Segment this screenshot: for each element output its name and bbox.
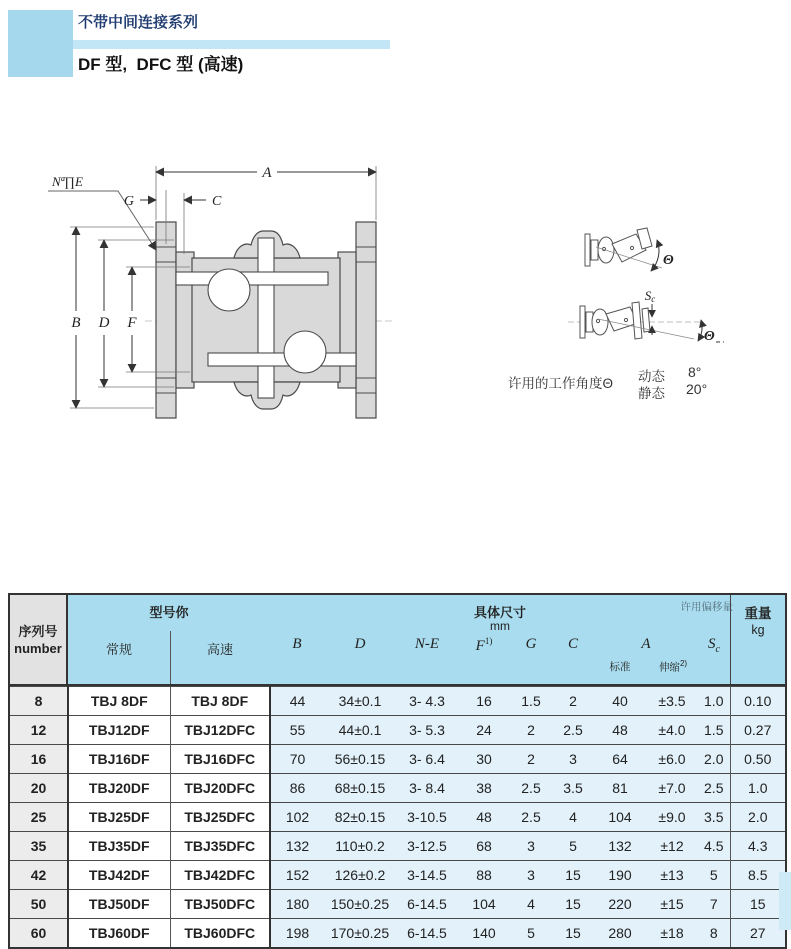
cell-high: TBJ60DFC <box>170 919 270 948</box>
cell-no: 50 <box>10 890 68 919</box>
cell-ne: 3- 4.3 <box>396 687 458 716</box>
cell-no: 16 <box>10 745 68 774</box>
dim-label-d: D <box>98 315 110 331</box>
seq-label-cn: 序列号 <box>18 623 58 639</box>
col-ne: N-E <box>414 636 440 652</box>
cell-no: 42 <box>10 861 68 890</box>
cell-b: 180 <box>270 890 324 919</box>
cell-ne: 6-14.5 <box>396 919 458 948</box>
cell-normal: TBJ20DF <box>68 774 170 803</box>
cell-f: 140 <box>458 919 510 948</box>
cell-a_ext: ±12 <box>646 832 698 861</box>
cell-normal: TBJ42DF <box>68 861 170 890</box>
cell-f: 48 <box>458 803 510 832</box>
lower-yoke-slot <box>208 353 356 366</box>
dynamic-angle-sketch <box>585 228 652 266</box>
static-angle-sketch <box>580 302 650 339</box>
weight-unit: kg <box>751 623 765 637</box>
cell-wt: 27 <box>730 919 785 948</box>
cell-sc: 8 <box>698 919 730 948</box>
cell-g: 2 <box>510 716 552 745</box>
cell-a_ext: ±9.0 <box>646 803 698 832</box>
coupling-section-drawing <box>20 148 470 453</box>
cell-d: 110±0.2 <box>324 832 396 861</box>
cell-d: 34±0.1 <box>324 687 396 716</box>
cell-d: 150±0.25 <box>324 890 396 919</box>
dim-label-b: B <box>71 315 81 331</box>
dim-label-c: C <box>212 194 222 209</box>
cell-b: 198 <box>270 919 324 948</box>
col-f: $F^{1)}$ <box>475 636 493 654</box>
cell-b: 86 <box>270 774 324 803</box>
cell-ne: 3-12.5 <box>396 832 458 861</box>
col-b: B <box>292 636 302 652</box>
cell-a_ext: ±15 <box>646 890 698 919</box>
cell-d: 68±0.15 <box>324 774 396 803</box>
cell-a_ext: ±3.5 <box>646 687 698 716</box>
upper-yoke-slot <box>176 272 328 285</box>
cell-a_std: 190 <box>594 861 646 890</box>
cell-f: 24 <box>458 716 510 745</box>
cell-high: TBJ42DFC <box>170 861 270 890</box>
cell-wt: 4.3 <box>730 832 785 861</box>
cell-g: 2 <box>510 745 552 774</box>
table-header <box>10 595 785 686</box>
table-body <box>10 687 785 948</box>
cell-d: 44±0.1 <box>324 716 396 745</box>
cell-sc: 5 <box>698 861 730 890</box>
table-row <box>10 716 785 745</box>
cell-f: 88 <box>458 861 510 890</box>
page-title: DF 型, DFC 型 (高速) <box>78 55 244 74</box>
center-shaft <box>258 238 274 398</box>
cell-normal: TBJ25DF <box>68 803 170 832</box>
weight-label-cn: 重量 <box>744 606 772 621</box>
cell-c: 2 <box>552 687 594 716</box>
dim-label-f: F <box>127 315 137 331</box>
dim-label-holes: Nª∏E <box>52 174 83 189</box>
cell-ne: 3-14.5 <box>396 861 458 890</box>
cell-wt: 0.10 <box>730 687 785 716</box>
cell-c: 2.5 <box>552 716 594 745</box>
cell-sc: 1.5 <box>698 716 730 745</box>
right-hub <box>338 252 356 388</box>
sc-label: Sc <box>644 288 656 304</box>
table-row <box>10 745 785 774</box>
cell-normal: TBJ12DF <box>68 716 170 745</box>
col-d: D <box>354 636 366 652</box>
cell-high: TBJ12DFC <box>170 716 270 745</box>
cell-g: 3 <box>510 832 552 861</box>
cell-sc: 1.0 <box>698 687 730 716</box>
cell-a_ext: ±7.0 <box>646 774 698 803</box>
cell-normal: TBJ50DF <box>68 890 170 919</box>
cell-wt: 15 <box>730 890 785 919</box>
cell-f: 104 <box>458 890 510 919</box>
cell-g: 1.5 <box>510 687 552 716</box>
left-flange <box>156 222 176 418</box>
cell-normal: TBJ35DF <box>68 832 170 861</box>
table-row <box>10 803 785 832</box>
cell-d: 82±0.15 <box>324 803 396 832</box>
col-header-seq <box>10 595 68 684</box>
cell-sc: 2.0 <box>698 745 730 774</box>
cell-high: TBJ25DFC <box>170 803 270 832</box>
model-divider <box>170 631 171 684</box>
cell-a_std: 104 <box>594 803 646 832</box>
table-row <box>10 774 785 803</box>
table-row <box>10 890 785 919</box>
cell-ne: 3- 6.4 <box>396 745 458 774</box>
table-row <box>10 861 785 890</box>
cell-b: 132 <box>270 832 324 861</box>
cell-wt: 0.50 <box>730 745 785 774</box>
cell-wt: 2.0 <box>730 803 785 832</box>
cell-a_ext: ±4.0 <box>646 716 698 745</box>
right-flange <box>356 222 376 418</box>
angle-dynamic-value: 8° <box>688 364 702 380</box>
cell-no: 8 <box>10 687 68 716</box>
cell-g: 3 <box>510 861 552 890</box>
cell-b: 152 <box>270 861 324 890</box>
cell-a_std: 132 <box>594 832 646 861</box>
angle-dynamic-label: 动态 <box>638 369 665 384</box>
angle-static-label: 静态 <box>638 386 665 401</box>
cell-high: TBJ16DFC <box>170 745 270 774</box>
angle-static-value: 20° <box>686 381 708 397</box>
cell-f: 38 <box>458 774 510 803</box>
col-header-high: 高速 <box>206 642 234 657</box>
cell-sc: 3.5 <box>698 803 730 832</box>
working-angle-diagrams <box>555 215 725 360</box>
header-accent-square <box>8 10 73 77</box>
cell-high: TBJ20DFC <box>170 774 270 803</box>
cell-sc: 4.5 <box>698 832 730 861</box>
spec-table-grid <box>10 686 785 947</box>
cell-sc: 7 <box>698 890 730 919</box>
col-header-weight <box>730 595 785 684</box>
cell-b: 55 <box>270 716 324 745</box>
cell-high: TBJ50DFC <box>170 890 270 919</box>
cell-a_std: 81 <box>594 774 646 803</box>
table-row <box>10 832 785 861</box>
cell-g: 5 <box>510 919 552 948</box>
table-row <box>10 687 785 716</box>
cell-no: 35 <box>10 832 68 861</box>
col-a-std: 标准 <box>609 661 631 673</box>
cell-ne: 3- 5.3 <box>396 716 458 745</box>
cell-a_std: 48 <box>594 716 646 745</box>
col-header-normal: 常规 <box>105 642 133 657</box>
col-a: A <box>641 636 651 652</box>
cell-normal: TBJ16DF <box>68 745 170 774</box>
cell-b: 44 <box>270 687 324 716</box>
cell-b: 70 <box>270 745 324 774</box>
cell-sc: 2.5 <box>698 774 730 803</box>
upper-ball <box>208 269 250 311</box>
cell-ne: 6-14.5 <box>396 890 458 919</box>
cell-no: 25 <box>10 803 68 832</box>
cell-c: 5 <box>552 832 594 861</box>
cell-f: 30 <box>458 745 510 774</box>
working-angle-note: 许用的工作角度Θ <box>508 376 614 391</box>
col-c: C <box>567 636 579 652</box>
cell-a_ext: ±18 <box>646 919 698 948</box>
cell-wt: 0.27 <box>730 716 785 745</box>
cell-c: 4 <box>552 803 594 832</box>
dim-label-g: G <box>123 194 134 209</box>
header-accent-band <box>38 40 390 49</box>
cell-c: 15 <box>552 861 594 890</box>
cell-normal: TBJ60DF <box>68 919 170 948</box>
cell-f: 16 <box>458 687 510 716</box>
cell-no: 20 <box>10 774 68 803</box>
cell-wt: 8.5 <box>730 861 785 890</box>
cell-c: 3 <box>552 745 594 774</box>
spec-table <box>8 593 787 949</box>
seq-label-en: number <box>14 640 62 656</box>
cell-a_std: 220 <box>594 890 646 919</box>
table-row <box>10 919 785 948</box>
col-group-offset: 许用偏移量 <box>680 601 733 613</box>
cell-wt: 1.0 <box>730 774 785 803</box>
theta-label-static: Θ <box>704 329 715 344</box>
col-g: G <box>525 636 537 652</box>
cell-g: 2.5 <box>510 774 552 803</box>
cell-d: 56±0.15 <box>324 745 396 774</box>
cell-d: 126±0.2 <box>324 861 396 890</box>
cell-ne: 3-10.5 <box>396 803 458 832</box>
col-group-dims: 具体尺寸 <box>473 605 527 620</box>
dim-label-a: A <box>262 165 272 181</box>
cell-a_ext: ±13 <box>646 861 698 890</box>
lower-ball <box>284 331 326 373</box>
cell-no: 12 <box>10 716 68 745</box>
cell-high: TBJ 8DF <box>170 687 270 716</box>
cell-ne: 3- 8.4 <box>396 774 458 803</box>
series-title: 不带中间连接系列 <box>78 14 199 31</box>
cell-g: 4 <box>510 890 552 919</box>
cell-a_ext: ±6.0 <box>646 745 698 774</box>
cell-a_std: 64 <box>594 745 646 774</box>
cell-a_std: 40 <box>594 687 646 716</box>
dims-unit: mm <box>490 619 510 633</box>
cell-a_std: 280 <box>594 919 646 948</box>
cell-normal: TBJ 8DF <box>68 687 170 716</box>
cell-c: 15 <box>552 890 594 919</box>
page-edge-decoration <box>779 872 791 930</box>
cell-c: 3.5 <box>552 774 594 803</box>
cell-high: TBJ35DFC <box>170 832 270 861</box>
cell-no: 60 <box>10 919 68 948</box>
cell-g: 2.5 <box>510 803 552 832</box>
col-group-model: 型号你 <box>149 605 189 620</box>
col-sc: $S_c$ <box>708 636 720 655</box>
cell-b: 102 <box>270 803 324 832</box>
cell-c: 15 <box>552 919 594 948</box>
col-a-ext: 伸缩$^{2)}$ <box>658 659 688 674</box>
cell-d: 170±0.25 <box>324 919 396 948</box>
theta-label-dynamic: Θ <box>663 253 674 268</box>
cell-f: 68 <box>458 832 510 861</box>
